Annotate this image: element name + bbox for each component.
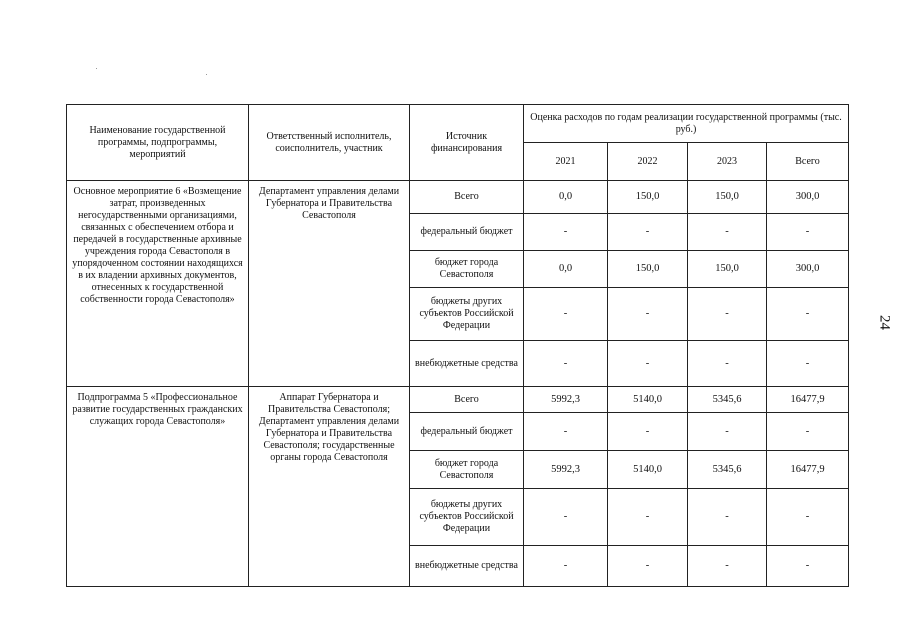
source-cell: внебюджетные средства <box>410 341 524 387</box>
source-cell: бюджеты других субъектов Российской Федерации <box>410 489 524 546</box>
header-estimate: Оценка расходов по годам реализации государственной программы (тыс. руб.) <box>524 105 849 143</box>
header-source: Источник финансирования <box>410 105 524 181</box>
value-cell: - <box>767 214 849 251</box>
value-cell: - <box>767 341 849 387</box>
value-cell: - <box>524 489 608 546</box>
source-cell: бюджеты других субъектов Российской Федерации <box>410 288 524 341</box>
budget-table <box>66 104 849 587</box>
value-cell: - <box>524 413 608 451</box>
value-cell: - <box>608 489 688 546</box>
header-year-total: Всего <box>767 143 849 181</box>
value-cell: - <box>688 341 767 387</box>
value-cell: 0,0 <box>524 251 608 288</box>
value-cell: - <box>524 546 608 587</box>
scan-speck <box>206 74 207 75</box>
source-cell: Всего <box>410 181 524 214</box>
value-cell: - <box>767 489 849 546</box>
value-cell: 0,0 <box>524 181 608 214</box>
block-executor: Аппарат Губернатора и Правительства Севастополя; Департамент управления делами Губернатора и Правительства Севастополя; государственные органы города Севастополя <box>249 387 410 587</box>
source-cell: бюджет города Севастополя <box>410 251 524 288</box>
value-cell: - <box>524 288 608 341</box>
value-cell: 16477,9 <box>767 387 849 413</box>
value-cell: - <box>608 546 688 587</box>
value-cell: 150,0 <box>608 181 688 214</box>
value-cell: 5140,0 <box>608 387 688 413</box>
value-cell: 150,0 <box>688 251 767 288</box>
source-cell: Всего <box>410 387 524 413</box>
value-cell: - <box>767 413 849 451</box>
value-cell: - <box>608 214 688 251</box>
value-cell: - <box>688 214 767 251</box>
block-name: Основное мероприятие 6 «Возмещение затрат, произведенных негосударственными организациями, связанных с обеспечением отбора и передачей в государственные архивные учреждения города Севастополя в упорядоченном состоянии находящихся в их владении архивных документов, отнесенных к государственной собственности города Севастополя» <box>67 181 249 387</box>
value-cell: 5345,6 <box>688 451 767 489</box>
value-cell: - <box>524 214 608 251</box>
value-cell: - <box>524 341 608 387</box>
header-program-name: Наименование государственной программы, подпрограммы, мероприятий <box>67 105 249 181</box>
header-year: 2023 <box>688 143 767 181</box>
block-name: Подпрограмма 5 «Профессиональное развитие государственных гражданских служащих города Севастополя» <box>67 387 249 587</box>
value-cell: - <box>688 413 767 451</box>
value-cell: - <box>608 413 688 451</box>
value-cell: 150,0 <box>688 181 767 214</box>
table-row <box>67 387 849 413</box>
value-cell: 300,0 <box>767 181 849 214</box>
value-cell: 16477,9 <box>767 451 849 489</box>
value-cell: 5140,0 <box>608 451 688 489</box>
source-cell: федеральный бюджет <box>410 214 524 251</box>
scan-speck <box>96 68 97 69</box>
source-cell: внебюджетные средства <box>410 546 524 587</box>
value-cell: 5345,6 <box>688 387 767 413</box>
value-cell: 5992,3 <box>524 387 608 413</box>
page-number: 24 <box>876 315 893 330</box>
block-executor: Департамент управления делами Губернатора и Правительства Севастополя <box>249 181 410 387</box>
source-cell: бюджет города Севастополя <box>410 451 524 489</box>
value-cell: - <box>608 341 688 387</box>
value-cell: - <box>688 489 767 546</box>
value-cell: - <box>688 546 767 587</box>
header-executor: Ответственный исполнитель, соисполнитель, участник <box>249 105 410 181</box>
value-cell: - <box>767 546 849 587</box>
source-cell: федеральный бюджет <box>410 413 524 451</box>
value-cell: 150,0 <box>608 251 688 288</box>
header-row <box>67 105 849 143</box>
header-year: 2022 <box>608 143 688 181</box>
value-cell: 300,0 <box>767 251 849 288</box>
table-row <box>67 181 849 214</box>
value-cell: 5992,3 <box>524 451 608 489</box>
value-cell: - <box>688 288 767 341</box>
header-year: 2021 <box>524 143 608 181</box>
value-cell: - <box>608 288 688 341</box>
value-cell: - <box>767 288 849 341</box>
